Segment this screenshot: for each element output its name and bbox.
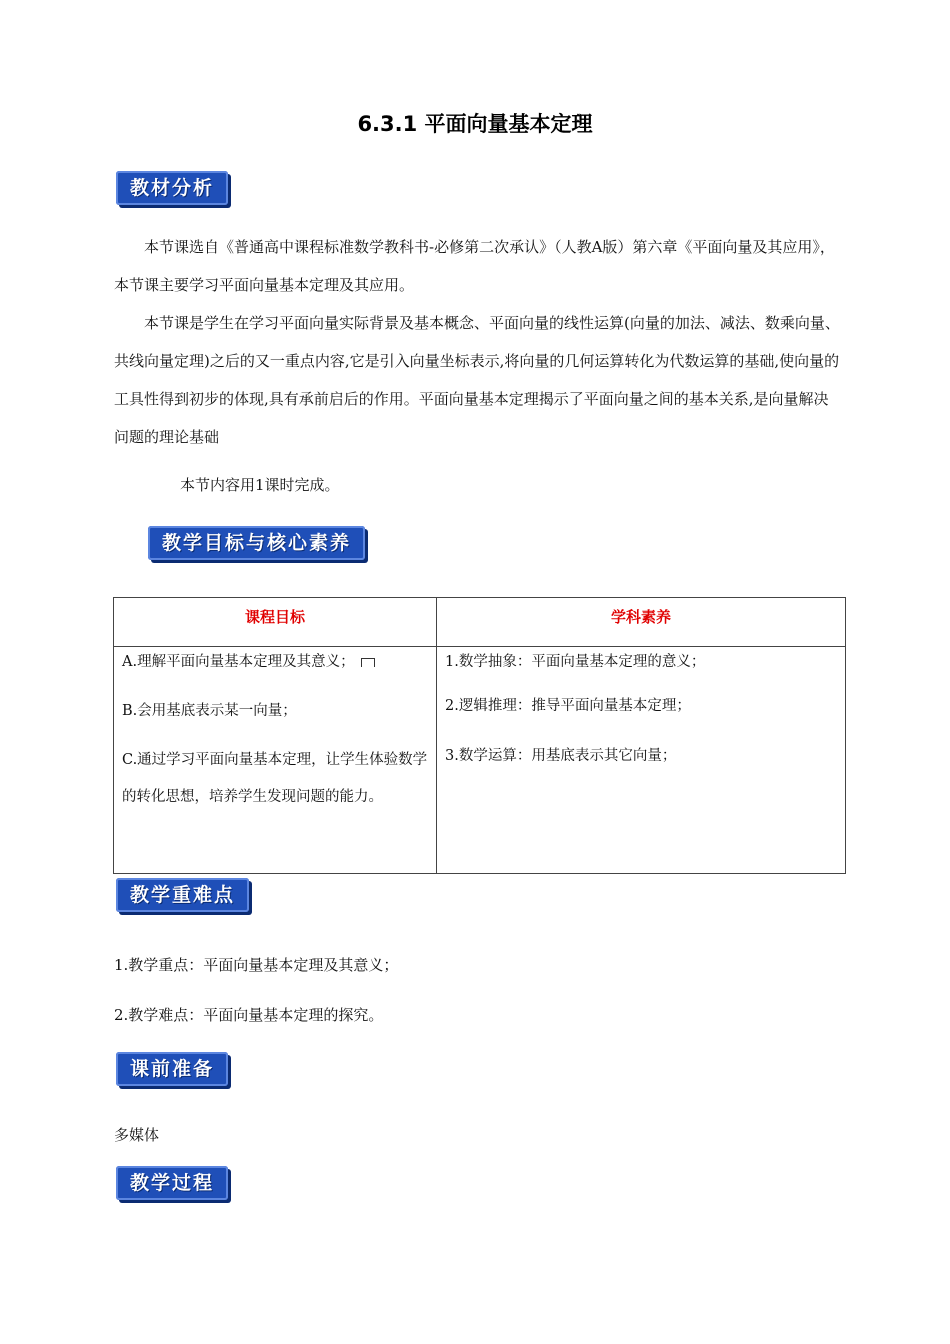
course-goal-text: A.理解平面向量基本定理及其意义；	[122, 654, 355, 670]
course-goal-item: C.通过学习平面向量基本定理，让学生体验数学的转化思想，培养学生发现问题的能力。	[122, 752, 428, 805]
literacy-item: 3.数学运算：用基底表示其它向量；	[445, 748, 677, 764]
course-goals-cell	[114, 647, 437, 874]
literacy-cell	[437, 647, 846, 874]
section-banner-preparation: 课前准备	[116, 1052, 228, 1086]
literacy-item: 2.逻辑推理：推导平面向量基本定理；	[445, 698, 691, 714]
section-banner-key-points: 教学重难点	[116, 878, 249, 912]
goals-table	[113, 597, 846, 874]
preparation-text: 多媒体	[114, 1126, 160, 1144]
table-header-literacy: 学科素养	[437, 598, 846, 647]
cursor-mark-icon	[361, 658, 375, 667]
page-title: 6.3.1 平面向量基本定理	[357, 112, 593, 136]
key-point-item: 1.教学重点：平面向量基本定理及其意义；	[114, 956, 399, 974]
literacy-item: 1.数学抽象：平面向量基本定理的意义；	[445, 654, 706, 670]
table-header-course-goals: 课程目标	[114, 598, 437, 647]
course-goal-item: B.会用基底表示某一向量；	[122, 703, 297, 719]
analysis-paragraph-2: 本节课是学生在学习平面向量实际背景及基本概念、平面向量的线性运算(向量的加法、减法、数乘向量、共线向量定理)之后的又一重点内容,它是引入向量坐标表示,将向量的几何运算转化为代数运算的基础,使向量的工具性得到初步的体现,具有承前启后的作用。平面向量基本定理揭示了平面向量之间的基本关系,是向量解决问题的理论基础	[114, 314, 840, 446]
course-goal-item	[114, 644, 436, 681]
section-banner-process: 教学过程	[116, 1166, 228, 1200]
section-banner-analysis: 教材分析	[116, 171, 228, 205]
analysis-paragraph-1: 本节课选自《普通高中课程标准数学教科书-必修第二次承认》（人教A版）第六章《平面向量及其应用》，本节课主要学习平面向量基本定理及其应用。	[114, 238, 835, 294]
analysis-paragraph-3: 本节内容用1课时完成。	[180, 476, 340, 494]
key-point-item: 2.教学难点：平面向量基本定理的探究。	[114, 1006, 384, 1024]
section-banner-goals: 教学目标与核心素养	[148, 526, 365, 560]
